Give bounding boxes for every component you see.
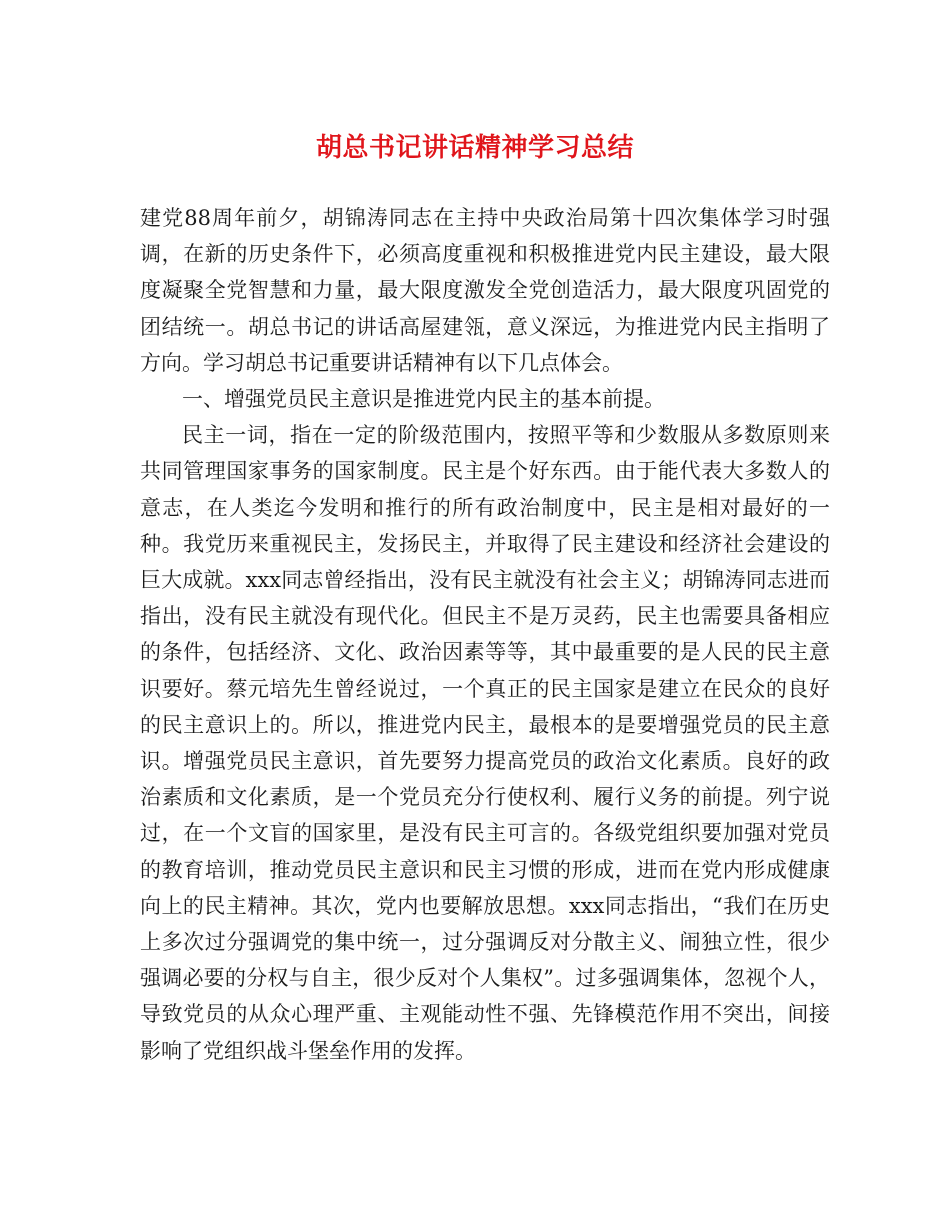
body-paragraph-1: 民主一词，指在一定的阶级范围内，按照平等和少数服从多数原则来共同管理国家事务的国家制度。民主是个好东西。由于能代表大多数人的意志，在人类迄今发明和推行的所有政治制度中，民主是相对最好的一种。我党历来重视民主，发扬民主，并取得了民主建设和经济社会建设的巨大成就。xxx同志曾经指出，没有民主就没有社会主义；胡锦涛同志进而指出，没有民主就没有现代化。但民主不是万灵药，民主也需要具备相应的条件，包括经济、文化、政治因素等等，其中最重要的是人民的民主意识要好。蔡元培先生曾经说过，一个真正的民主国家是建立在民众的良好的民主意识上的。所以，推进党内民主，最根本的是要增强党员的民主意识。增强党员民主意识，首先要努力提高党员的政治文化素质。良好的政治素质和文化素质，是一个党员充分行使权利、履行义务的前提。列宁说过，在一个文盲的国家里，是没有民主可言的。各级党组织要加强对党员的教育培训，推动党员民主意识和民主习惯的形成，进而在党内形成健康向上的民主精神。其次，党内也要解放思想。xxx同志指出，“我们在历史上多次过分强调党的集中统一，过分强调反对分散主义、闹独立性，很少强调必要的分权与自主，很少反对个人集权”。过多强调集体，忽视个人，导致党员的从众心理严重、主观能动性不强、先锋模范作用不突出，间接影响了党组织战斗堡垒作用的发挥。 [140,423,830,1063]
document-title: 胡总书记讲话精神学习总结 [315,133,634,163]
document-body [140,200,830,1069]
intro-paragraph: 建党88周年前夕，胡锦涛同志在主持中央政治局第十四次集体学习时强调，在新的历史条件下，必须高度重视和积极推进党内民主建设，最大限度凝聚全党智慧和力量，最大限度激发全党创造活力，最大限度巩固党的团结统一。胡总书记的讲话高屋建瓴，意义深远，为推进党内民主指明了方向。学习胡总书记重要讲话精神有以下几点体会。 [140,206,830,375]
section-heading-1: 一、增强党员民主意识是推进党内民主的基本前提。 [182,387,665,412]
